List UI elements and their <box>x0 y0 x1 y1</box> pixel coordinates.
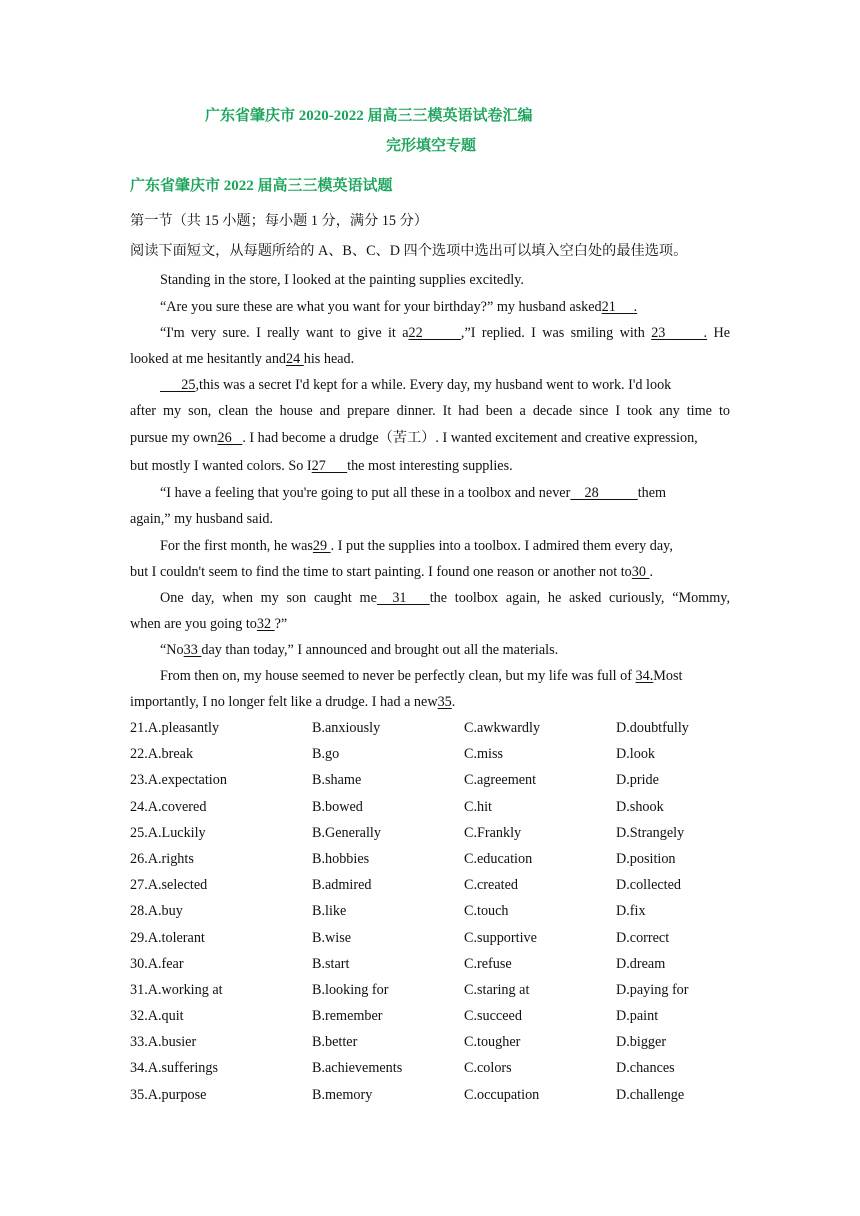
passage-line <box>130 428 730 448</box>
option-row-31 <box>130 980 730 1006</box>
passage-text: From then on, my house seemed to never be perfectly clean, but my life was full of <box>160 668 632 684</box>
passage-text: importantly, I no longer felt like a drudge. I had a new <box>130 694 438 710</box>
option-d: D.position <box>616 850 676 867</box>
option-a: 33.A.busier <box>130 1034 197 1051</box>
document-title: 广东省肇庆市 2020-2022 届高三三模英语试卷汇编 <box>205 108 533 124</box>
blank-28: 28 <box>570 485 638 501</box>
option-a: 30.A.fear <box>130 955 184 972</box>
blank-23: 23 . <box>651 325 708 341</box>
option-b: B.anxiously <box>312 720 381 736</box>
blank-21: 21 . <box>601 299 638 315</box>
passage-line <box>160 666 730 686</box>
blank-26: 26 <box>217 430 243 446</box>
option-d: D.collected <box>616 877 681 894</box>
option-c: C.tougher <box>464 1034 521 1051</box>
option-row-28 <box>130 901 730 927</box>
option-row-30 <box>130 954 730 980</box>
option-b: B.shame <box>312 772 362 789</box>
option-b: B.achievements <box>312 1060 403 1077</box>
passage-line <box>130 614 730 634</box>
option-c: C.touch <box>464 903 509 920</box>
blank-25: 25 <box>160 377 196 393</box>
blank-33: 33 <box>183 642 202 658</box>
option-d: D.challenge <box>616 1086 685 1103</box>
option-c: C.supportive <box>464 929 537 946</box>
option-d: D.bigger <box>616 1034 667 1051</box>
option-c: C.hit <box>464 798 492 815</box>
option-a: 21.A.pleasantly <box>130 720 220 736</box>
passage-line <box>160 297 730 317</box>
option-d: D.shook <box>616 798 664 815</box>
option-c: C.miss <box>464 746 504 763</box>
blank-31: 31 <box>376 590 430 606</box>
option-row-26 <box>130 849 730 875</box>
passage-text: ,”I replied. I was smiling with <box>460 325 645 341</box>
passage-text: pursue my own <box>130 430 218 446</box>
option-row-24 <box>130 797 730 823</box>
option-c: C.created <box>464 877 518 894</box>
blank-35: 35 <box>437 694 452 710</box>
passage-line <box>130 456 730 476</box>
option-a: 31.A.working at <box>130 981 223 998</box>
option-row-22 <box>130 744 730 770</box>
option-a: 25.A.Luckily <box>130 824 206 841</box>
option-a: 29.A.tolerant <box>130 929 205 946</box>
option-a: 28.A.buy <box>130 903 183 920</box>
passage-line <box>160 640 730 660</box>
passage-line <box>160 536 730 556</box>
passage-line <box>160 483 730 503</box>
part-heading: 第一节（共 15 小题；每小题 1 分，满分 15 分） <box>130 213 428 229</box>
option-c: C.refuse <box>464 955 512 972</box>
passage-text: “I have a feeling that you're going to put all these in a toolbox and never <box>160 485 571 501</box>
option-c: C.education <box>464 850 533 867</box>
passage-text: but I couldn't seem to find the time to start painting. I found one reason or another not to <box>130 564 632 580</box>
passage-text: ?” <box>274 616 288 632</box>
directions: 阅读下面短文，从每题所给的 A、B、C、D 四个选项中选出可以填入空白处的最佳选项。 <box>130 243 688 259</box>
option-row-27 <box>130 875 730 901</box>
option-row-21 <box>130 718 730 744</box>
blank-32: 32 <box>256 616 275 632</box>
option-row-25 <box>130 823 730 849</box>
option-c: C.staring at <box>464 981 530 998</box>
passage-text: his head. <box>303 351 355 367</box>
passage-text: . <box>649 564 654 580</box>
passage-text: . <box>451 694 456 710</box>
section-title: 广东省肇庆市 2022 届高三三模英语试题 <box>130 178 393 194</box>
option-d: D.look <box>616 746 656 763</box>
option-d: D.paying for <box>616 981 689 998</box>
passage-text: after my son, clean the house and prepare dinner. It had been a decade since I took any time to <box>130 403 730 419</box>
passage-line <box>130 401 730 421</box>
passage-text: For the first month, he was <box>160 538 313 554</box>
option-a: 35.A.purpose <box>130 1086 207 1103</box>
passage-text: ,this was a secret I'd kept for a while. Every day, my husband went to work. I'd look <box>195 377 672 393</box>
passage-text: the most interesting supplies. <box>347 458 513 474</box>
blank-27: 27 <box>311 458 348 474</box>
blank-29: 29 <box>312 538 331 554</box>
passage-text: . I had become a drudge（苦工）. I wanted excitement and creative expression, <box>242 430 698 446</box>
passage-text: but mostly I wanted colors. So I <box>130 458 312 474</box>
option-b: B.Generally <box>312 824 381 841</box>
passage-text: He <box>713 325 731 341</box>
option-b: B.looking for <box>312 981 389 998</box>
passage-line <box>160 323 730 343</box>
passage-text: Standing in the store, I looked at the painting supplies excitedly. <box>160 272 524 288</box>
option-d: D.doubtfully <box>616 720 689 736</box>
passage-text: Most <box>653 668 683 684</box>
option-b: B.hobbies <box>312 850 370 867</box>
passage-line <box>160 270 730 290</box>
option-c: C.awkwardly <box>464 720 541 736</box>
option-c: C.agreement <box>464 772 537 789</box>
option-a: 26.A.rights <box>130 850 194 867</box>
passage-text: when are you going to <box>130 616 257 632</box>
passage-text: “I'm very sure. I really want to give it a <box>160 325 409 341</box>
option-a: 32.A.quit <box>130 1008 184 1025</box>
option-d: D.pride <box>616 772 659 789</box>
option-b: B.bowed <box>312 798 363 815</box>
option-row-34 <box>130 1058 730 1084</box>
option-d: D.Strangely <box>616 824 685 841</box>
passage-text: . I put the supplies into a toolbox. I admired them every day, <box>330 538 673 554</box>
passage-text: “Are you sure these are what you want for your birthday?” my husband asked <box>160 299 602 315</box>
option-row-33 <box>130 1032 730 1058</box>
option-row-29 <box>130 928 730 954</box>
answer-options <box>130 718 730 1111</box>
passage-line <box>160 588 730 608</box>
option-d: D.chances <box>616 1060 675 1077</box>
passage-line <box>130 562 730 582</box>
option-b: B.memory <box>312 1086 373 1103</box>
blank-24: 24 <box>286 351 304 367</box>
passage-text: looked at me hesitantly and <box>130 351 287 367</box>
option-a: 22.A.break <box>130 746 194 763</box>
option-b: B.go <box>312 746 340 763</box>
option-c: C.Frankly <box>464 824 522 841</box>
option-a: 24.A.covered <box>130 798 207 815</box>
option-b: B.admired <box>312 877 372 894</box>
option-b: B.remember <box>312 1008 383 1025</box>
option-b: B.wise <box>312 929 352 946</box>
option-b: B.start <box>312 955 350 972</box>
option-a: 27.A.selected <box>130 877 208 894</box>
option-row-23 <box>130 770 730 796</box>
option-c: C.colors <box>464 1060 512 1077</box>
option-c: C.occupation <box>464 1086 540 1103</box>
option-a: 34.A.sufferings <box>130 1060 219 1077</box>
passage-line <box>130 692 730 712</box>
option-d: D.dream <box>616 955 666 972</box>
passage-text: One day, when my son caught me <box>160 590 377 606</box>
passage-text: day than today,” I announced and brought out all the materials. <box>201 642 559 658</box>
option-row-35 <box>130 1085 730 1111</box>
blank-34: 34. <box>635 668 654 684</box>
option-b: B.like <box>312 903 347 920</box>
passage-line <box>130 349 730 369</box>
blank-22: 22 <box>408 325 461 341</box>
passage-text: them <box>637 485 667 501</box>
option-a: 23.A.expectation <box>130 772 227 789</box>
document-subtitle: 完形填空专题 <box>386 138 477 154</box>
passage-text: the toolbox again, he asked curiously, “Mommy, <box>429 590 731 606</box>
passage-text: “No <box>160 642 184 658</box>
passage-line <box>130 509 730 529</box>
passage-line <box>160 375 730 395</box>
passage-text: again,” my husband said. <box>130 511 274 527</box>
option-c: C.succeed <box>464 1008 522 1025</box>
option-d: D.paint <box>616 1008 659 1025</box>
option-d: D.fix <box>616 903 646 920</box>
option-d: D.correct <box>616 929 670 946</box>
blank-30: 30 <box>631 564 650 580</box>
option-b: B.better <box>312 1034 358 1051</box>
option-row-32 <box>130 1006 730 1032</box>
